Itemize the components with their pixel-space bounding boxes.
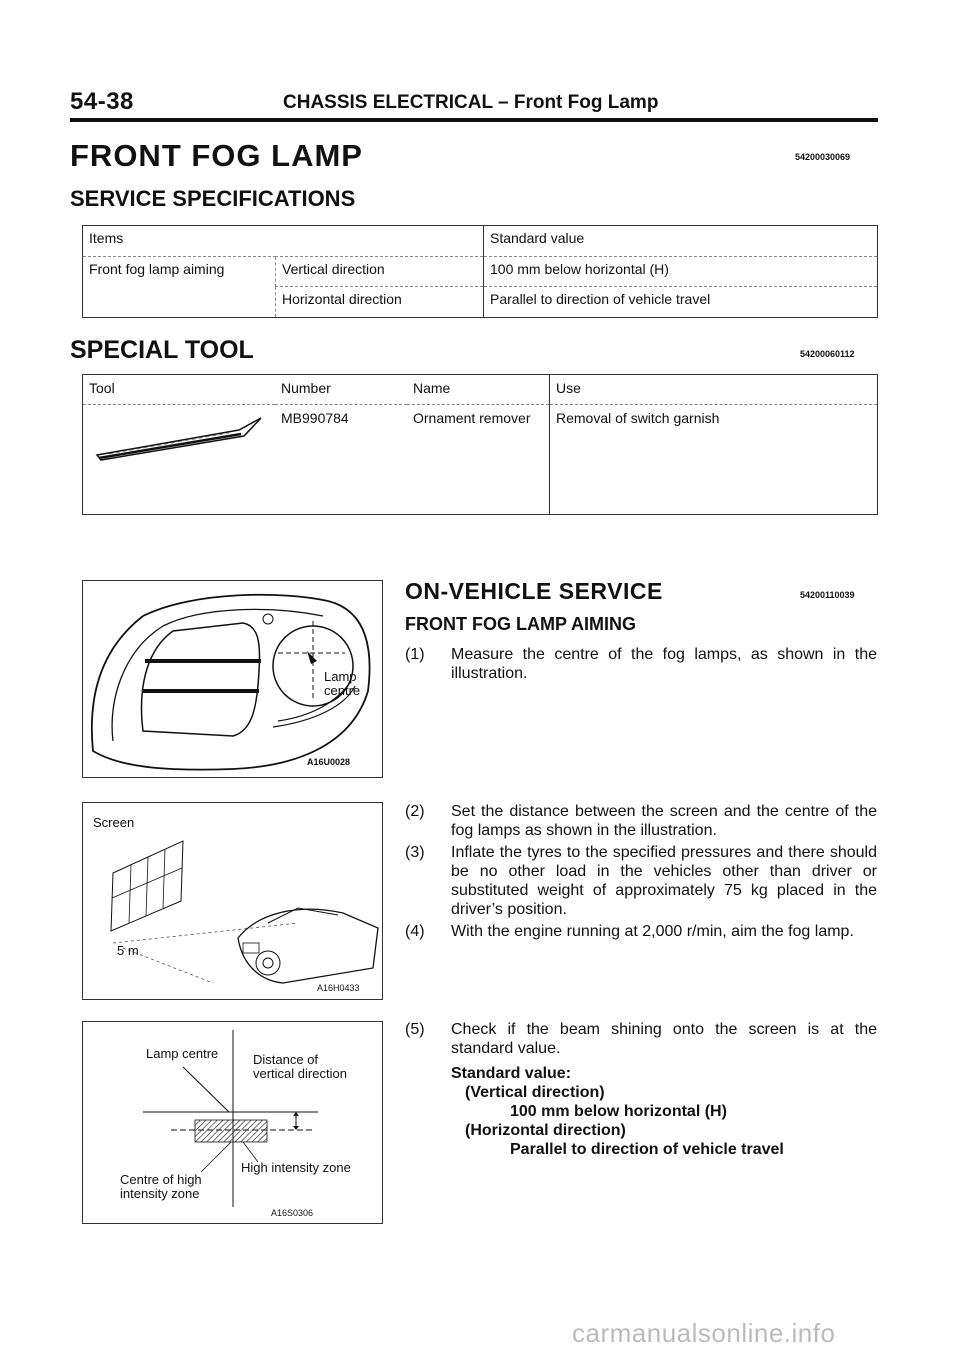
special-tool-title: SPECIAL TOOL [70,336,254,364]
fig3-label-centre-high-1: Centre of high [120,1172,202,1187]
step-4 [405,922,880,946]
fig2-label-screen: Screen [93,815,135,830]
figure-lamp-centre [82,580,383,778]
spec-sub-vertical: Vertical direction [276,257,484,287]
fig3-label-distance-2: vertical direction [253,1066,347,1081]
fig3-code: A16S0306 [271,1208,314,1218]
spec-value-horizontal: Parallel to direction of vehicle travel [484,287,878,318]
spec-header-value: Standard value [484,226,878,257]
step-2-number: (2) [405,803,425,820]
step-1 [405,645,880,685]
fig3-label-centre-high-2: intensity zone [120,1186,200,1201]
special-tool-code: 54200060112 [800,349,855,359]
step-5-number: (5) [405,1021,425,1038]
tool-header-use: Use [550,375,878,405]
step-4-text: With the engine running at 2,000 r/min, aim the fog lamp. [451,923,854,940]
fig2-code: A16H0433 [317,983,360,993]
screen-car-illustration [83,803,382,999]
fig3-label-lamp-centre: Lamp centre [146,1046,219,1061]
fig2-label-distance: 5 m [117,943,139,958]
figure-screen-distance [82,802,383,1000]
step-5 [405,1020,880,1060]
service-specs-title: SERVICE SPECIFICATIONS [70,186,356,211]
procedure-title: FRONT FOG LAMP AIMING [405,614,636,634]
step-3-text: Inflate the tyres to the specified pressures and there should be no other load in the vehicles other than driver or substituted weight of approximately 75 kg placed in the driver’s position. [451,844,877,918]
std-vertical-label: (Vertical direction) [465,1084,605,1101]
fig1-label-centre: centre [324,683,361,698]
fig3-label-distance-1: Distance of [253,1052,319,1067]
special-tool-table [82,374,878,515]
std-horizontal-label: (Horizontal direction) [465,1122,626,1139]
spec-item: Front fog lamp aiming [89,261,225,277]
on-vehicle-code: 54200110039 [800,590,855,600]
spec-value-vertical: 100 mm below horizontal (H) [484,257,878,287]
tool-header-number: Number [275,375,407,405]
page-number: 54-38 [70,88,134,115]
tool-header-tool: Tool [83,375,276,405]
running-header: CHASSIS ELECTRICAL – Front Fog Lamp [283,92,659,113]
section-title: FRONT FOG LAMP [70,138,363,173]
step-1-number: (1) [405,646,425,663]
step-3-number: (3) [405,844,425,861]
standard-value-label: Standard value: [451,1065,572,1082]
section-code: 54200030069 [795,152,851,162]
std-horizontal-value: Parallel to direction of vehicle travel [510,1141,784,1158]
step-4-number: (4) [405,923,425,940]
service-specs-table [82,225,878,318]
step-5-text: Check if the beam shining onto the screen is at the standard value. [451,1021,877,1057]
watermark-text: carmanualsonline.info [572,1318,836,1348]
spec-header-items: Items [83,226,484,257]
step-2 [405,802,880,842]
figure-beam-pattern [82,1021,383,1224]
step-1-text: Measure the centre of the fog lamps, as shown in the illustration. [451,646,877,682]
on-vehicle-title: ON-VEHICLE SERVICE [405,578,663,604]
std-vertical-value: 100 mm below horizontal (H) [510,1103,727,1120]
spec-sub-horizontal: Horizontal direction [276,287,484,318]
fig3-label-high-zone: High intensity zone [241,1160,351,1175]
ornament-remover-icon [89,410,269,470]
tool-name: Ornament remover [413,410,531,426]
header-rule [70,118,878,122]
tool-use: Removal of switch garnish [550,405,878,515]
fig1-code: A16U0028 [307,757,351,767]
step-2-text: Set the distance between the screen and the centre of the fog lamps as shown in the illustration. [451,803,877,839]
tool-number: MB990784 [281,410,349,426]
fig1-label-lamp: Lamp [324,669,357,684]
tool-header-name: Name [407,375,550,405]
step-3 [405,843,880,923]
tool-illustration-cell [83,405,276,515]
